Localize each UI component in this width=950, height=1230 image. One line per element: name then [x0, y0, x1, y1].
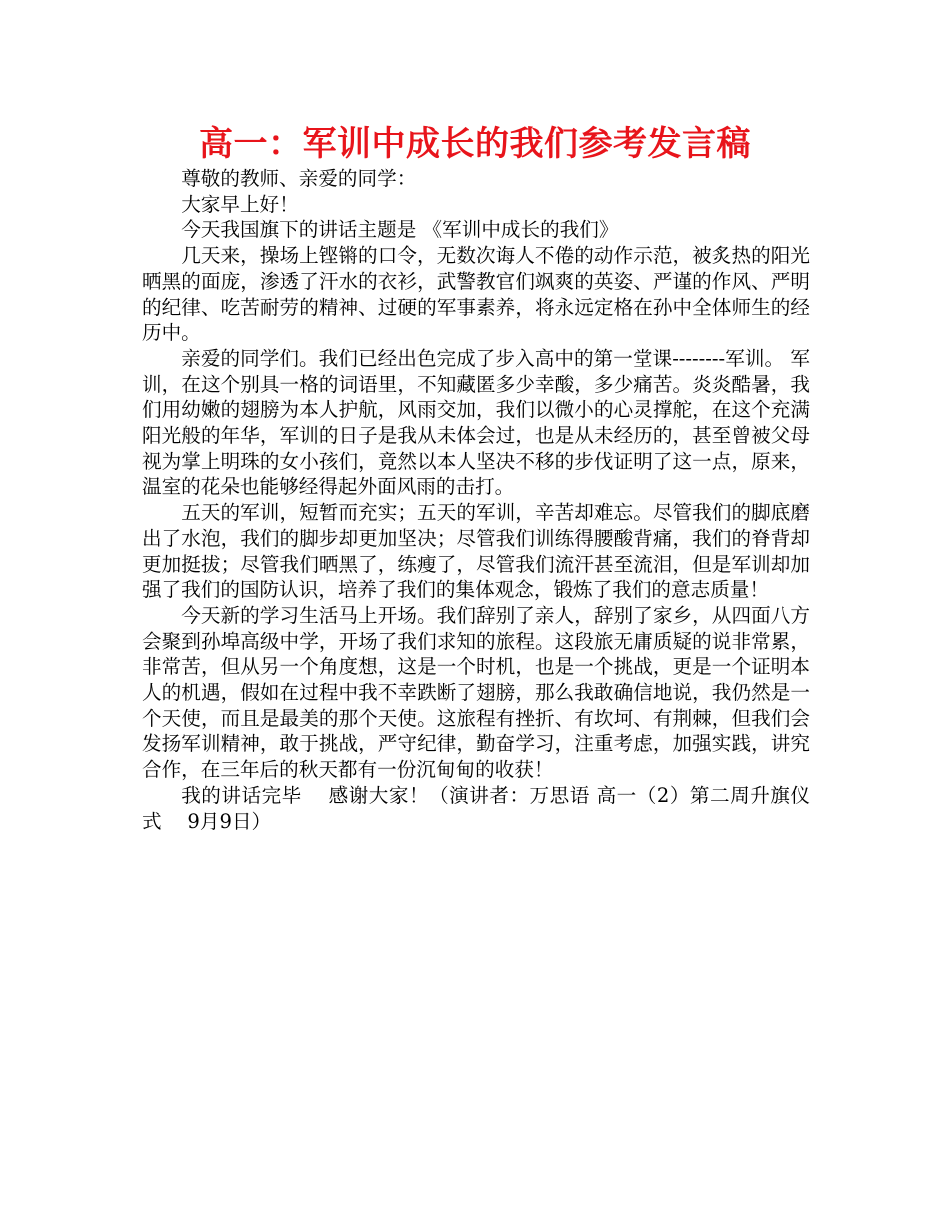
paragraph-body: 亲爱的同学们。我们已经出色完成了步入高中的第一堂课--------军训。 军训，在这个别具一格的词语里，不知藏匿多少幸酸，多少痛苦。炎炎酷暑，我们用幼嫩的翅膀为本人护航，风雨交加，我们以微小的心灵撑舵，在这个充满阳光般的年华，军训的日子是我从未体会过，也是从未经历的，甚至曾被父母视为掌上明珠的女小孩们，竟然以本人坚决不移的步伐证明了这一点，原来，温室的花朵也能够经得起外面风雨的击打。: [142, 346, 810, 499]
paragraph-body: 几天来，操场上铿锵的口令，无数次诲人不倦的动作示范，被炙热的阳光晒黑的面庞，渗透了汗水的衣衫，武警教官们飒爽的英姿、严谨的作风、严明的纪律、吃苦耐劳的精神、过硬的军事素养，将永远定格在孙中全体师生的经历中。: [142, 244, 810, 345]
paragraph-salutation: 尊敬的教师、亲爱的同学：: [181, 167, 417, 190]
paragraph-body: 今天新的学习生活马上开场。我们辞别了亲人，辞别了家乡，从四面八方会聚到孙埠高级中学，开场了我们求知的旅程。这段旅无庸质疑的说非常累，非常苦，但从另一个角度想，这是一个时机，也是一个挑战，更是一个证明本人的机遇，假如在过程中我不幸跌断了翅膀，那么我敢确信地说，我仍然是一个天使，而且是最美的那个天使。这旅程有挫折、有坎坷、有荆棘，但我们会发扬军训精神，敢于挑战，严守纪律，勤奋学习，注重考虑，加强实践，讲究合作，在三年后的秋天都有一份沉甸甸的收获！: [142, 603, 810, 782]
paragraph-topic: 今天我国旗下的讲话主题是 《军训中成长的我们》: [181, 218, 619, 242]
document-title: 高一：军训中成长的我们参考发言稿: [199, 124, 751, 164]
document-body: [142, 166, 810, 834]
paragraph-greeting: 大家早上好！: [181, 192, 299, 216]
paragraph-closing: 我的讲话完毕 感谢大家！（演讲者：万思语 高一（2）第二周升旗仪式 9月9日）: [142, 783, 810, 833]
paragraph-body: 五天的军训，短暂而充实；五天的军训，辛苦却难忘。尽管我们的脚底磨出了水泡，我们的脚步却更加坚决；尽管我们训练得腰酸背痛，我们的脊背却更加挺拔；尽管我们晒黑了，练瘦了，尽管我们流汗甚至流泪，但是军训却加强了我们的国防认识，培养了我们的集体观念，锻炼了我们的意志质量！: [142, 501, 810, 602]
